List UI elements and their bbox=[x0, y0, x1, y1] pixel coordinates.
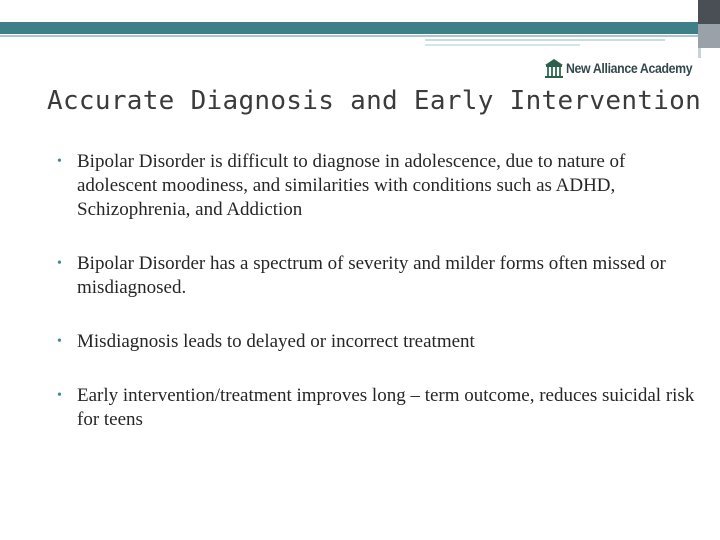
header-rule-3 bbox=[425, 44, 580, 46]
corner-dark-block bbox=[698, 0, 720, 24]
bullet-list bbox=[57, 150, 697, 432]
bullet-item: • Misdiagnosis leads to delayed or incorrect treatment bbox=[57, 330, 697, 354]
logo-text: New Alliance Academy bbox=[566, 60, 693, 76]
corner-grey-block bbox=[698, 24, 720, 48]
bullet-item: • Early intervention/treatment improves long – term outcome, reduces suicidal risk for teens bbox=[57, 384, 697, 432]
academy-building-icon bbox=[543, 57, 565, 79]
bullet-item: • Bipolar Disorder has a spectrum of severity and milder forms often missed or misdiagnosed. bbox=[57, 252, 697, 300]
slide-title: Accurate Diagnosis and Early Intervention bbox=[47, 86, 702, 116]
academy-logo bbox=[543, 56, 709, 80]
header-accent-bar bbox=[0, 22, 698, 34]
header-rule-2 bbox=[425, 39, 665, 41]
header-rule-1 bbox=[0, 35, 698, 37]
bullet-item: • Bipolar Disorder is difficult to diagnose in adolescence, due to nature of adolescent moodiness, and similarities with conditions such as ADHD, Schizophrenia, and Addiction bbox=[57, 150, 697, 222]
